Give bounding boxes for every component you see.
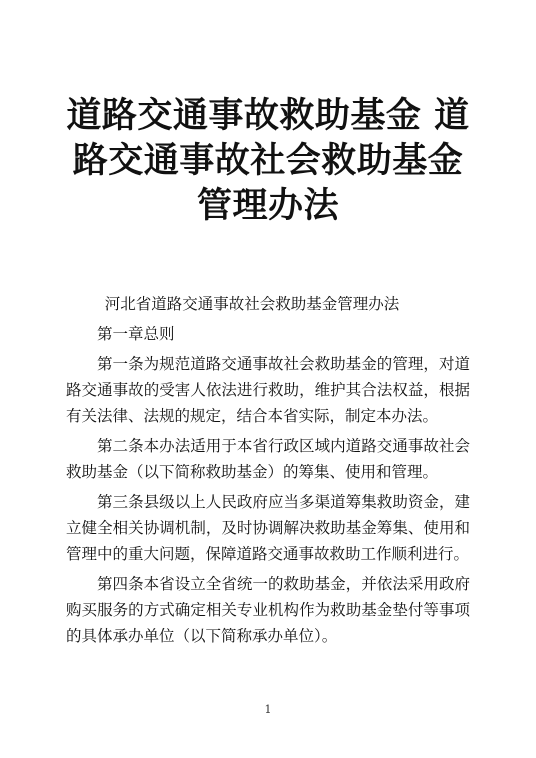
document-body bbox=[66, 291, 470, 649]
page-number: 1 bbox=[264, 703, 272, 716]
article-3: 第三条县级以上人民政府应当多渠道筹集救助资金，建立健全相关协调机制，及时协调解决救助基金筹集、使用和管理中的重大问题，保障道路交通事故救助工作顺利进行。 bbox=[66, 493, 470, 563]
article-2: 第二条本办法适用于本省行政区域内道路交通事故社会救助基金（以下简称救助基金）的筹集、使用和管理。 bbox=[66, 437, 470, 481]
document-subtitle: 河北省道路交通事故社会救助基金管理办法 bbox=[104, 295, 400, 313]
chapter-heading: 第一章总则 bbox=[97, 325, 175, 343]
article-4: 第四条本省设立全省统一的救助基金，并依法采用政府购买服务的方式确定相关专业机构作为救助基金垫付等事项的具体承办单位（以下简称承办单位）。 bbox=[66, 575, 470, 645]
article-1: 第一条为规范道路交通事故社会救助基金的管理，对道路交通事故的受害人依法进行救助，维护其合法权益，根据有关法律、法规的规定，结合本省实际，制定本办法。 bbox=[66, 355, 470, 425]
document-title: 道路交通事故救助基金 道路交通事故社会救助基金管理办法 bbox=[66, 95, 470, 226]
